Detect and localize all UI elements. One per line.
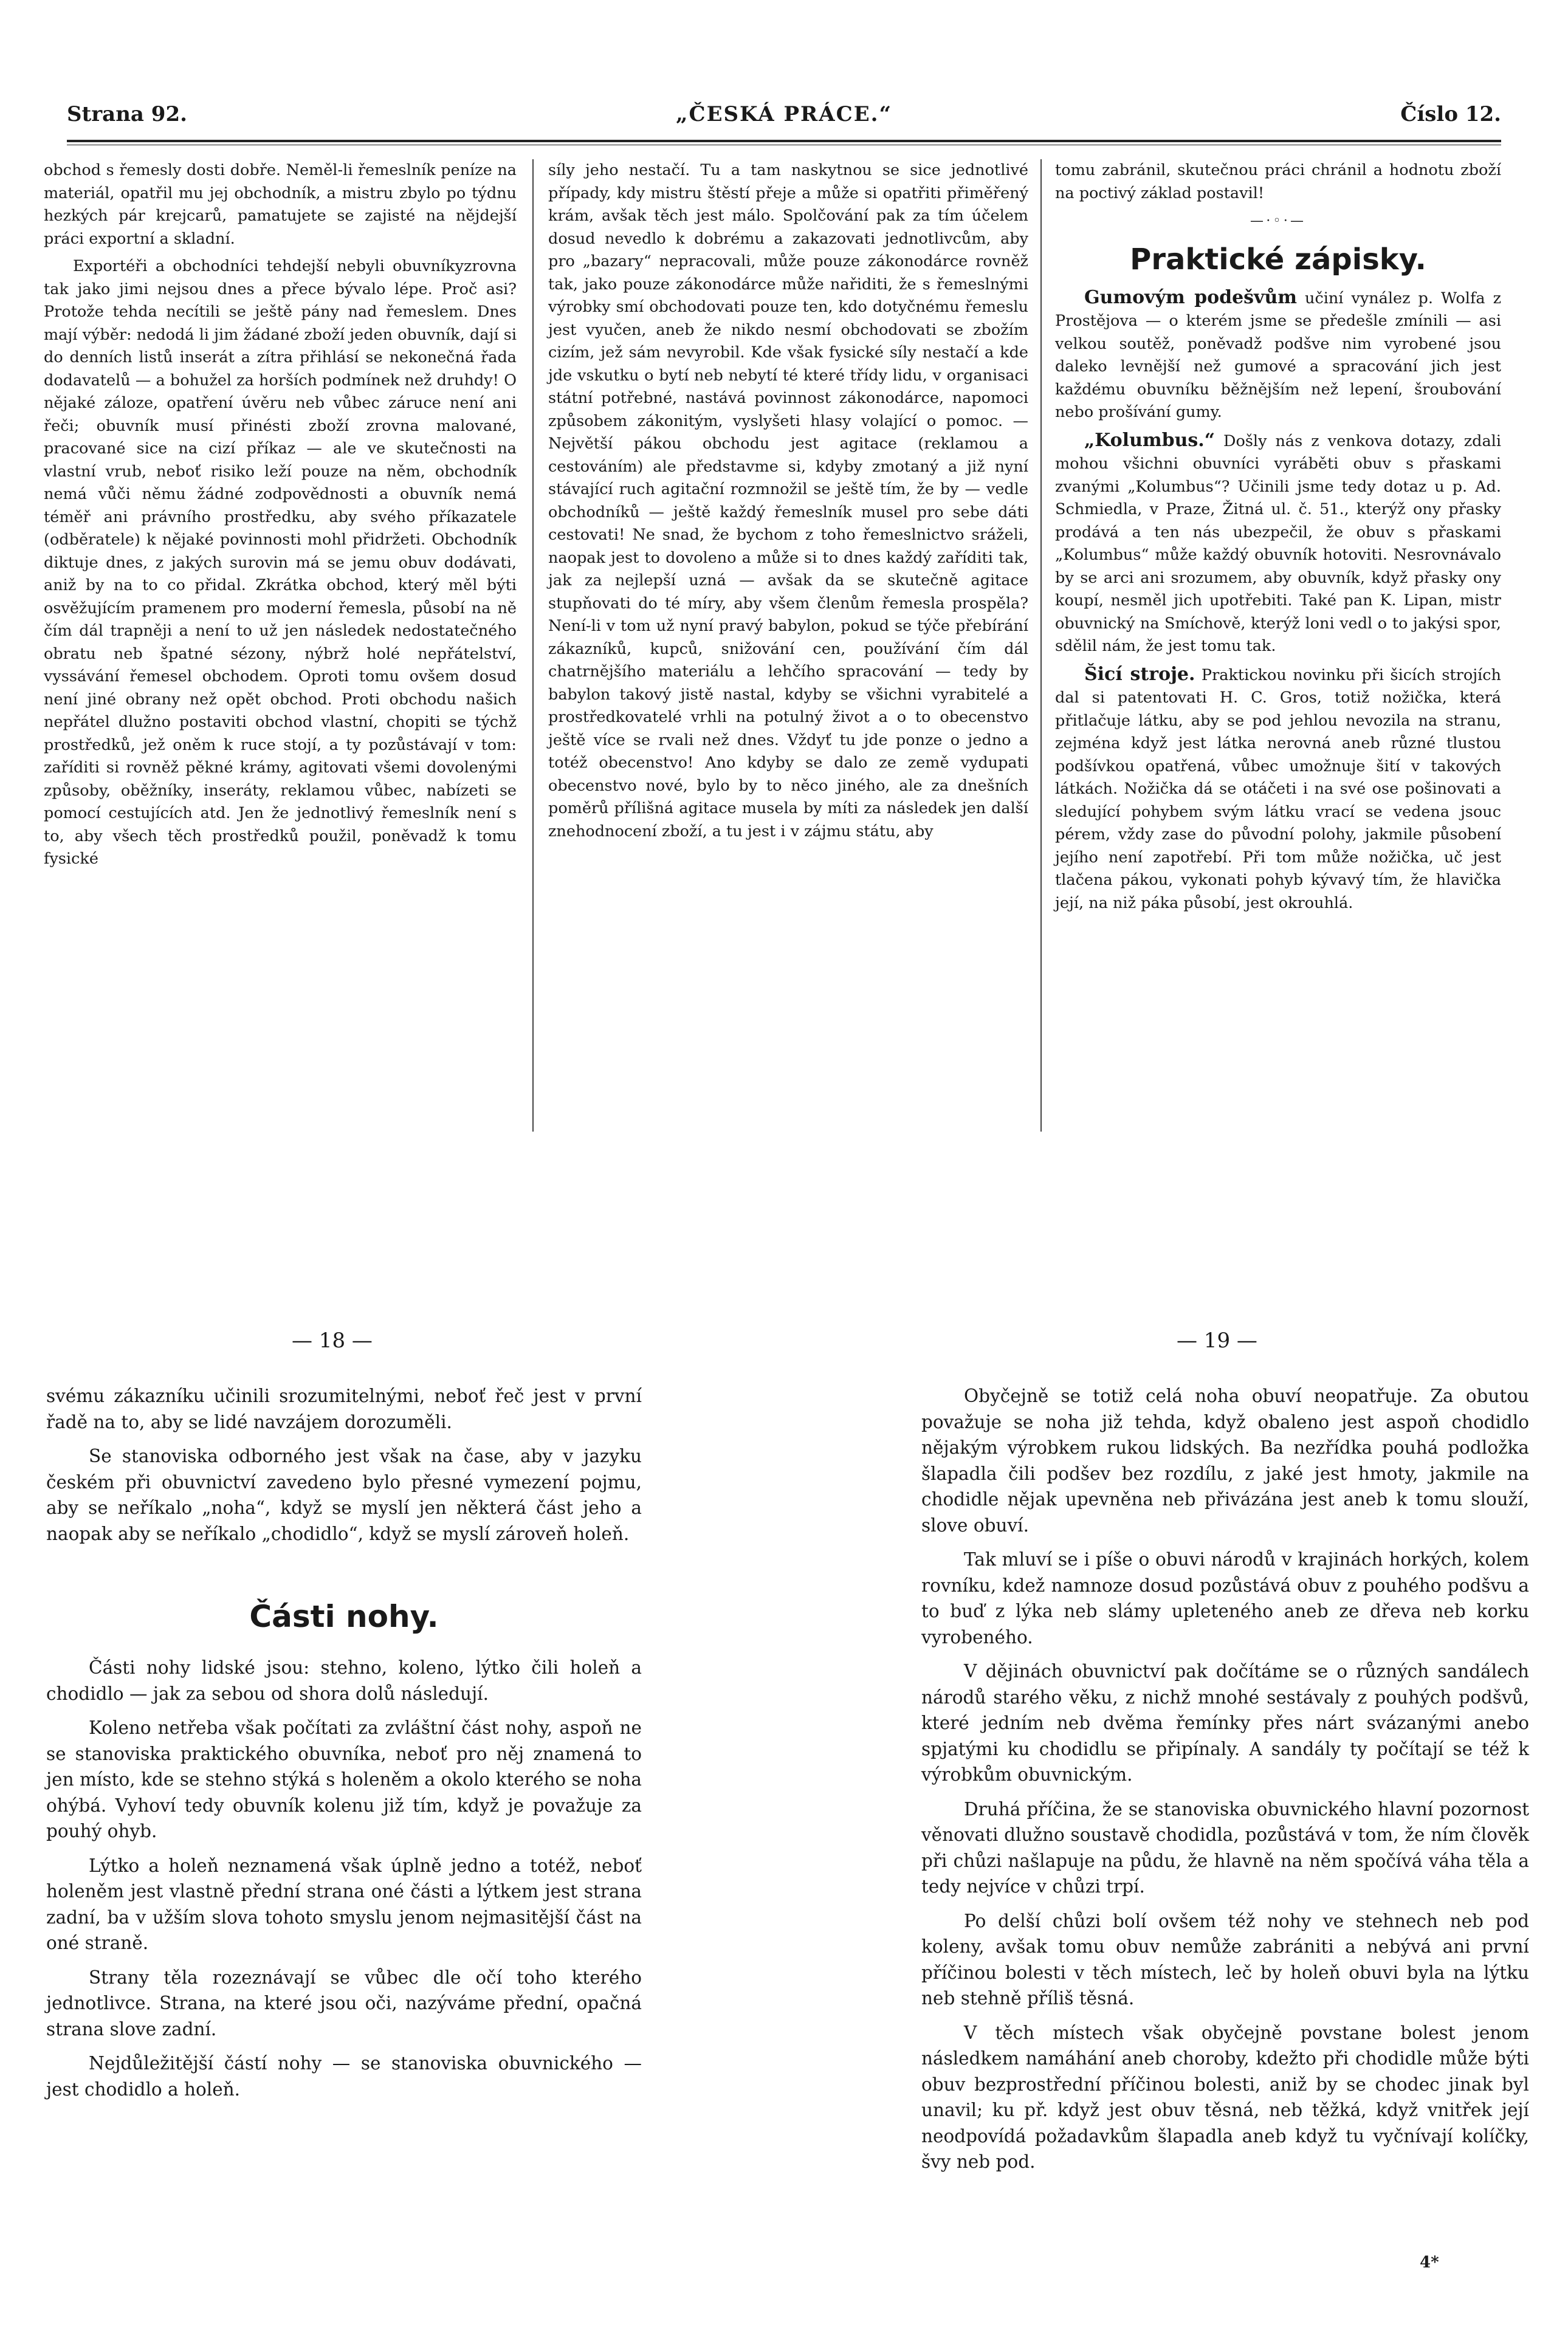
note-item [1055, 429, 1501, 658]
paragraph: Se stanoviska odborného jest však na čase, aby v jazyku českém při obuvnictví zavedeno bylo přesné vymezení pojmu, aby se neříkalo „noha“, když se myslí jen některá část jeho a naopak aby se neříkalo „chodidlo“, když se myslí zároveň holeň. [46, 1446, 642, 1544]
column-divider [532, 159, 534, 1132]
section-title-prakticke-zapisky: Praktické zápisky. [1130, 242, 1426, 277]
page-number-19: — 19 — [1177, 1328, 1257, 1353]
paragraph: tomu zabránil, skutečnou práci chránil a hodnotu zboží na poctivý základ postavil! [1055, 161, 1501, 202]
signature-mark: 4* [1420, 2253, 1439, 2272]
paragraph: Obyčejně se totiž celá noha obuví neopatřuje. Za obutou považuje se noha již tehda, když obaleno jest aspoň chodidlo nějakým výrobkem rukou lidských. Ba nezřídka pouhá podložka šlapadla čili podšev bez rozdílu, z jaké jest hmoty, jakmile na chodidle nějak upevněna neb přivázána jest aneb k tomu slouží, slove obuví. [921, 1386, 1529, 1536]
paragraph: obchod s řemesly dosti dobře. Neměl-li řemeslník peníze na materiál, opatřil mu jej obchodník, a mistru zbylo po týdnu hezkých pár krejcarů, pamatujete se zajisté na nějdejší práci exportní a skladní. [44, 161, 517, 248]
note-item [1055, 286, 1501, 424]
paragraph: V dějinách obuvnictví pak dočítáme se o různých sandálech národů starého věku, z nichž mnohé sestávaly z pouhých podšvů, které jedním neb dvěma řemínky přes nárt svázanými anebo spjatými ku chodidlu se připínaly. A sandály ty počítají se též k výrobkům obuvnickým. [921, 1661, 1529, 1785]
paragraph: Části nohy lidské jsou: stehno, koleno, lýtko čili holeň a chodidlo — jak za sebou od shora dolů následují. [46, 1657, 642, 1704]
section-title-casti-nohy: Části nohy. [249, 1599, 439, 1634]
page-19-body [921, 1383, 1529, 2184]
note-text: učiní vynález p. Wolfa z Prostějova — o kterém jsme se předešle zmínili — asi velkou soutěž, poněvadž podšve nim vyrobené jsou daleko levnější než gumové a spracování jich jest každému obuvníku běžnějším než lepení, šroubování nebo prošívání gumy. [1055, 289, 1501, 421]
top-column-2 [548, 159, 1028, 848]
top-column-1 [44, 159, 517, 876]
paragraph: Exportéři a obchodníci tehdejší nebyli obuvníkyzrovna tak jako jimi nejsou dnes a přece bývalo lépe. Proč asi? Protože tehda necítili se ještě pány nad řemeslem. Dnes mají výběr: nedodá li jim žádané zboží jeden obuvník, dají si do denních listů inserát a zítra přihlásí se nekonečná řada dodavatelů — a bohužel za horších podmínek než druhdy! O nějaké záloze, opatření úvěru neb vůbec záruce není ani řeči; obuvník musí přinésti zboží zrovna malované, pracované sice na cizí příkaz — ale ve skutečnosti na vlastní vrub, neboť risiko leží pouze na něm, obchodník nemá vůči němu žádné zodpovědnosti a obuvník nemá téměř ani právního prostředku, aby svého příkazatele (odběratele) k nějaké povinnosti mohl přidržeti. Obchodník diktuje dnes, z jakých surovin má se jemu obuv dodávati, aniž by na to co přidal. Zkrátka obchod, který měl býti osvěžujícím pramenem pro moderní řemesla, působí na ně čím dál trapněji a není to už jen následek nedostatečného obratu neb špatné sézony, nýbrž holé nepřátelství, vyssávání řemesel obchodem. Oproti tomu ovšem dosud není jiné obrany než opět obchod. Proti obchodu našich nepřátel dlužno postaviti obchod vlastní, chopiti se týchž prostředků, jež oněm k ruce stojí, a ty pozůstávají v tom: zaříditi si rovněž pěkné krámy, agitovati všemi dovolenými způsoby, oběžníky, inseráty, reklamou vůbec, nabízeti se pomocí cestujících atd. Jen že jednotlivý řemeslník není s to, aby všech těch prostředků použil, poněvadž k tomu fysické [44, 257, 517, 868]
header-issue-number: Číslo 12. [1400, 102, 1501, 126]
page-18-body [46, 1383, 642, 2111]
paragraph: Tak mluví se i píše o obuvi národů v krajinách horkých, kolem rovníku, kdež namnoze dosud pozůstává obuv z pouhého podšvu a to buď z lýka neb slámy upleteného aneb ze dřeva neb korku vyrobeného. [921, 1549, 1529, 1648]
top-column-3 [1055, 159, 1501, 919]
header-page-label: Strana 92. [67, 102, 187, 126]
note-item [1055, 663, 1501, 915]
paragraph: Nejdůležitější částí nohy — se stanoviska obuvnického — jest chodidlo a holeň. [46, 2053, 642, 2100]
running-header [67, 102, 1501, 139]
note-text: Praktickou novinku při šicích strojích dal si patentovati H. C. Gros, totiž nožička, která přitlačuje látku, aby se pod jehlou nevozila na stranu, zejména když jest látka nerovná aneb různé tlustou podšívkou opatřená, vůbec umožnuje šití v takových látkách. Nožička dá se otáčeti i na své ose pošinovati a sledující pohybem svým látku vrací se vedena jsouc pérem, vždy zase do původní polohy, jakmile působení jejího není zapotřebí. Při tom může nožička, uč jest tlačena pákou, vykonati pohyb kývavý tím, že hlavička její, na niž páka působí, jest okrouhlá. [1055, 665, 1501, 912]
header-publication-title: „ČESKÁ PRÁCE.“ [675, 102, 893, 126]
paragraph: svému zákazníku učinili srozumitelnými, neboť řeč jest v první řadě na to, aby se lidé navzájem dorozuměli. [46, 1386, 642, 1432]
paragraph: Strany těla rozeznávají se vůbec dle očí toho kterého jednotlivce. Strana, na které jsou oči, nazýváme přední, opačná strana slove zadní. [46, 1967, 642, 2040]
note-lead: „Kolumbus.“ [1084, 429, 1216, 451]
note-text: Došly nás z venkova dotazy, zdali mohou všichni obuvníci vyráběti obuv s přaskami zvanými „Kolumbus“? Učinili jsme tedy dotaz u p. Ad. Schmiedla, v Praze, Žitná ul. č. 51., kterýž ony přasky prodává a ten nás ubezpečil, že obuv s přaskami „Kolumbus“ může každý obuvník hotoviti. Nesrovnávalo by se arci ani srozumem, aby obuvník, když přasky ony koupí, nesměl jich upotřebiti. Také pan K. Lipan, mistr obuvnický na Smíchově, kterýž loni vedl o to jakýsi spor, sdělil nám, že jest tomu tak. [1055, 431, 1501, 655]
paragraph: Druhá příčina, že se stanoviska obuvnického hlavní pozornost věnovati dlužno soustavě chodidla, pozůstává v tom, že ním člověk při chůzi našlapuje na půdu, že hlavně na něm spočívá váha těla a tedy nejvíce v chůzi trpí. [921, 1798, 1529, 1897]
paragraph: Koleno netřeba však počítati za zvláštní část nohy, aspoň ne se stanoviska praktického obuvníka, neboť pro něj znamená to jen místo, kde se stehno stýká s holeněm a okolo kterého se noha ohýbá. Vyhoví tedy obuvník kolenu již tím, když je považuje za pouhý ohyb. [46, 1717, 642, 1841]
note-lead: Gumovým podešvům [1084, 286, 1298, 308]
column-divider [1040, 159, 1042, 1132]
header-rule-thick [67, 140, 1501, 142]
paragraph: Lýtko a holeň neznamená však úplně jedno a totéž, neboť holeněm jest vlastně přední strana oné části a lýtkem jest strana zadní, ba v užším slova tohoto smyslu jenom nejmasitější část na oné straně. [46, 1855, 642, 1953]
note-lead: Šicí stroje. [1084, 663, 1195, 685]
ornament-divider: —⋅◦⋅— [1250, 213, 1307, 229]
paragraph: V těch místech však obyčejně povstane bolest jenom následkem namáhání aneb choroby, kdežto při chodidle může býti obuv bezprostřední příčinou bolesti, aniž by se chodec jinak byl unavil; ku př. když jest obuv těsná, neb těžká, když vnitřek její neodpovídá požadavkům šlapadla aneb když tu vyčnívají kolíčky, švy neb pod. [921, 2022, 1529, 2172]
paragraph: síly jeho nestačí. Tu a tam naskytnou se sice jednotlivé případy, kdy mistru štěstí přeje a může si opatřiti přiměřený krám, avšak těch jest málo. Spolčování pak za tím účelem dosud nevedlo k dobrému a zakazovati jednotlivcům, aby pro „bazary“ nepracovali, může pouze zákonodárce rovněž tak, jako pouze zákonodárce může nařiditi, že s řemeslnými výrobky smí obchodovati pouze ten, kdo dotyčnému řemeslu jest vyučen, aneb že nikdo nesmí obchodovati se zbožím cizím, jež sám nevyrobil. Kde však fysické síly nestačí a kde jde vskutku o bytí neb nebytí té které třídy lidu, v organisaci státní potřebné, nastává povinnost zákonodárce, napomoci způsobem zákonitým, vyslyšeti hlasy volající o pomoc. — Největší pákou obchodu jest agitace (reklamou a cestováním) ale představme si, kdyby zmotaný a již nyní stávající ruch agitační rozmnožil se ještě tím, že by — vedle obchodníků — ještě každý řemeslník musel pro sebe dáti cestovati! Ne snad, že bychom z toho řemeslnictvo sráželi, naopak jest to dovoleno a může si to dnes každý zaříditi tak, jak za nejlepší uzná — avšak da se skutečně agitace stupňovati do té míry, aby všem členům řemesla prospěla? Není-li v tom už nyní pravý babylon, pokud se týče přebírání zákazníků, kupců, snižování cen, používání čím dál chatrnějšího materiálu a lehčího spracování — tedy by babylon takový jistě nastal, kdyby se všichni vyrabitelé a prostředkovatelé vrhli na potulný život a o to obecenstvo ještě více se rvali než dnes. Vždyť tu jde ponze o jedno a totéž obecenstvo! Ano kdyby se dalo ze země vydupati obecenstvo nové, bylo by to něco jiného, ale za dnešních poměrů přílišná agitace musela by míti za následek jen další znehodnocení zboží, a tu jest i v zájmu státu, aby [548, 161, 1028, 840]
page-number-18: — 18 — [292, 1328, 373, 1353]
paragraph: Po delší chůzi bolí ovšem též nohy ve stehnech neb pod koleny, avšak tomu obuv nemůže zabrániti a nebývá ani první příčinou bolesti v těch místech, leč by holeň obuvi byla na lýtku neb stehně příliš těsná. [921, 1910, 1529, 2009]
